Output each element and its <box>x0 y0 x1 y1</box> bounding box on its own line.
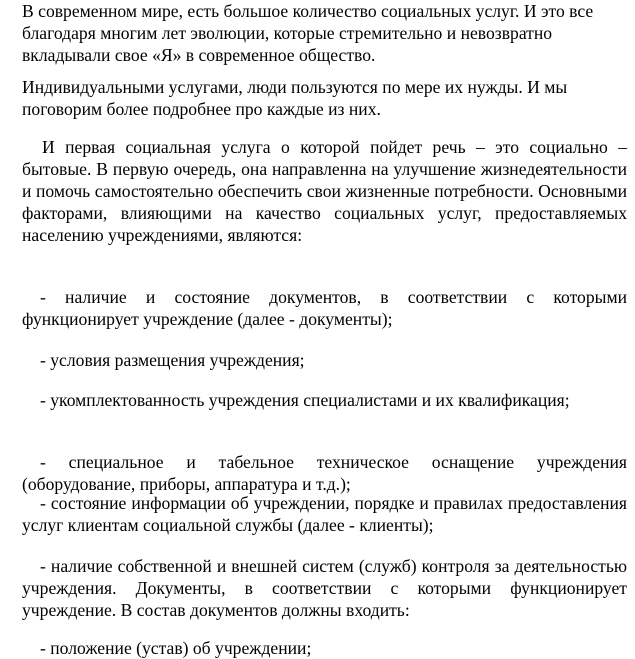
paragraph-individual-services: Индивидуальными услугами, люди пользуются по мере их нужды. И мы поговорим более подробнее про каждые из них. <box>22 77 568 119</box>
list-item-equipment: - специальное и табельное техническое оснащение учреждения (оборудование, приборы, аппаратура и т.д.); <box>22 451 627 494</box>
paragraph-intro: В современном мире, есть большое количество социальных услуг. И это все благодаря многим лет эволюции, которые стремительно и невозвратно вкладывали свое «Я» в современное общество. <box>22 1 594 65</box>
list-item-information: - состояние информации об учреждении, порядке и правилах предоставления услуг клиентам социальной службы (далее - клиенты); <box>22 492 627 535</box>
paragraph-social-household: И первая социальная услуга о которой пойдет речь – это социально – бытовые. В первую очередь, она направленна на улучшение жизнедеятельности и помочь самостоятельно обеспечить свои жизненные потребности. Основными факторами, влияющими на качество социальных услуг, предоставляемых населению учреждениями, являются: <box>22 137 627 245</box>
list-item-documents: - наличие и состояние документов, в соответствии с которыми функционирует учреждение (далее - документы); <box>22 286 627 329</box>
list-item-staffing: - укомплектованность учреждения специалистами и их квалификация; <box>40 389 570 410</box>
list-item-placement: - условия размещения учреждения; <box>40 349 305 370</box>
list-item-charter: - положение (устав) об учреждении; <box>40 637 312 658</box>
list-item-control: - наличие собственной и внешней систем (служб) контроля за деятельностью учреждения. Документы, в соответствии с которыми функционирует учреждение. В состав документов должны входить: <box>22 555 627 620</box>
